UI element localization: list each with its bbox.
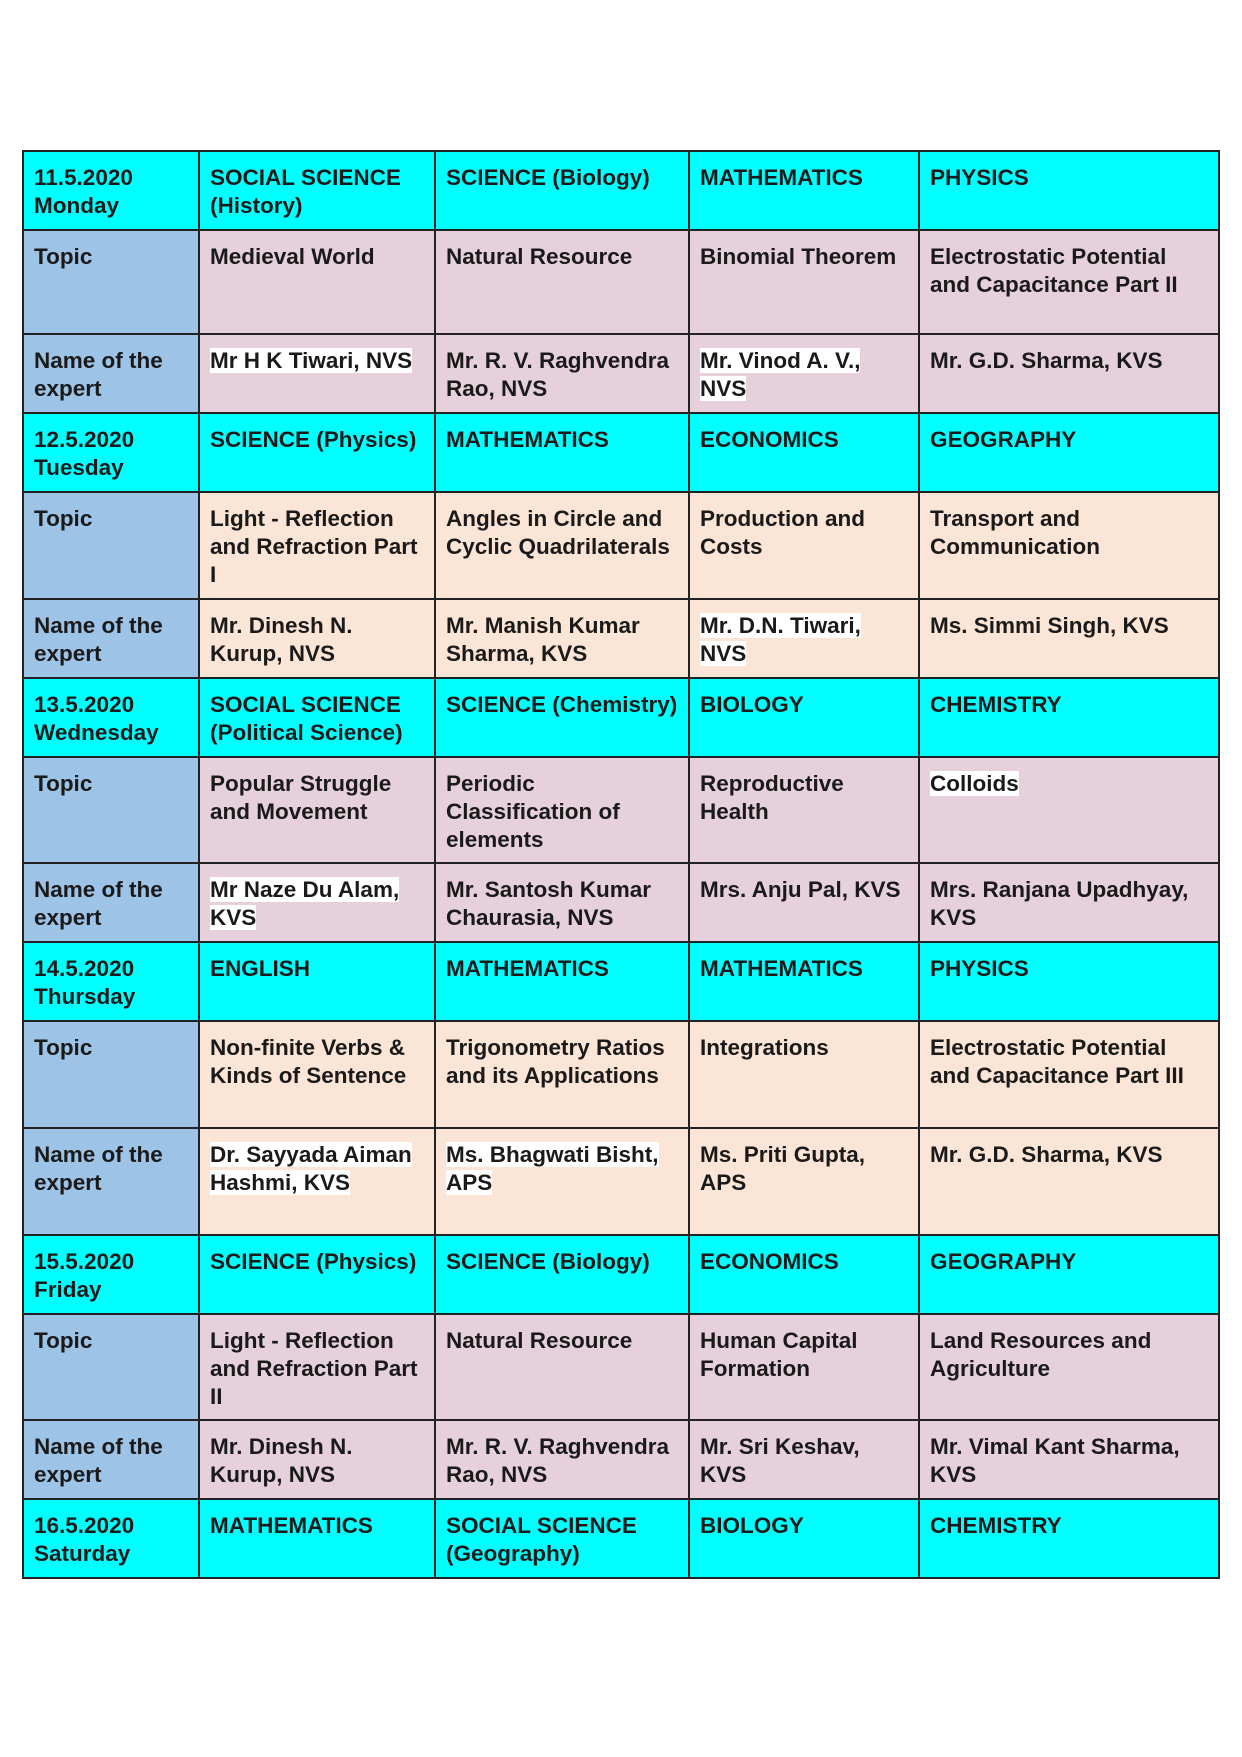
topic-cell-text: Electrostatic Potential and Capacitance Part III — [930, 1035, 1184, 1088]
expert-label-cell-text: Name of the expert — [34, 613, 163, 666]
subject-cell-text: MATHEMATICS — [700, 165, 863, 190]
topic-cell-text: Natural Resource — [446, 244, 633, 269]
date-cell — [23, 678, 199, 757]
subject-cell-text: SCIENCE (Chemistry) — [446, 692, 678, 717]
subject-cell-text: CHEMISTRY — [930, 1513, 1062, 1538]
expert-cell-text: Mr. R. V. Raghvendra Rao, NVS — [446, 348, 669, 401]
date-cell — [23, 1499, 199, 1578]
subject-cell — [435, 413, 689, 492]
day-row — [23, 942, 1219, 1021]
topic-cell — [199, 757, 435, 863]
topic-label-cell — [23, 492, 199, 599]
date-text: 16.5.2020 — [34, 1513, 135, 1538]
expert-cell-text: Mr H K Tiwari, NVS — [210, 348, 413, 373]
topic-label-cell — [23, 230, 199, 334]
expert-label-cell — [23, 599, 199, 678]
date-cell — [23, 413, 199, 492]
subject-cell-text: GEOGRAPHY — [930, 427, 1077, 452]
topic-cell — [435, 492, 689, 599]
subject-cell — [689, 942, 919, 1021]
expert-cell-text: Mr. Manish Kumar Sharma, KVS — [446, 613, 640, 666]
date-text: 13.5.2020 — [34, 692, 135, 717]
topic-cell-text: Land Resources and Agriculture — [930, 1328, 1152, 1381]
subject-cell — [689, 413, 919, 492]
topic-cell-text: Reproductive Health — [700, 771, 844, 824]
expert-cell-text: Mrs. Ranjana Upadhyay, KVS — [930, 877, 1189, 930]
subject-cell-text: SOCIAL SCIENCE (History) — [210, 165, 401, 218]
expert-cell-text: Mr. D.N. Tiwari, NVS — [700, 613, 861, 666]
topic-cell — [435, 230, 689, 334]
expert-row — [23, 334, 1219, 413]
expert-cell-text: Mr. Vinod A. V., NVS — [700, 348, 861, 401]
topic-cell-text: Binomial Theorem — [700, 244, 897, 269]
day-row — [23, 1499, 1219, 1578]
topic-cell-text: Periodic Classification of elements — [446, 771, 620, 852]
expert-cell-text: Ms. Priti Gupta, APS — [700, 1142, 866, 1195]
expert-row — [23, 863, 1219, 942]
expert-label-cell — [23, 1128, 199, 1235]
expert-label-cell-text: Name of the expert — [34, 1434, 163, 1487]
topic-cell — [689, 1314, 919, 1420]
date-cell — [23, 942, 199, 1021]
subject-cell — [199, 151, 435, 230]
subject-cell-text: MATHEMATICS — [700, 956, 863, 981]
expert-label-cell — [23, 863, 199, 942]
expert-cell — [689, 334, 919, 413]
date-text: 14.5.2020 — [34, 956, 135, 981]
topic-cell — [919, 1021, 1219, 1128]
subject-cell — [919, 151, 1219, 230]
expert-cell — [689, 599, 919, 678]
expert-label-cell — [23, 334, 199, 413]
subject-cell — [435, 1235, 689, 1314]
topic-row — [23, 1314, 1219, 1420]
topic-cell-text: Electrostatic Potential and Capacitance Part II — [930, 244, 1178, 297]
expert-cell — [199, 863, 435, 942]
subject-cell — [199, 678, 435, 757]
expert-cell — [199, 599, 435, 678]
subject-cell-text: GEOGRAPHY — [930, 1249, 1077, 1274]
day-row — [23, 151, 1219, 230]
subject-cell — [689, 1235, 919, 1314]
expert-cell — [199, 334, 435, 413]
subject-cell — [435, 678, 689, 757]
day-row — [23, 1235, 1219, 1314]
subject-cell-text: SCIENCE (Biology) — [446, 1249, 650, 1274]
subject-cell — [689, 1499, 919, 1578]
expert-cell — [435, 334, 689, 413]
weekday-text: Monday — [34, 193, 120, 218]
expert-cell — [199, 1128, 435, 1235]
topic-cell — [689, 492, 919, 599]
day-row — [23, 413, 1219, 492]
subject-cell — [919, 413, 1219, 492]
weekday-text: Wednesday — [34, 720, 159, 745]
subject-cell-text: BIOLOGY — [700, 692, 804, 717]
topic-cell — [435, 757, 689, 863]
subject-cell-text: BIOLOGY — [700, 1513, 804, 1538]
subject-cell — [435, 151, 689, 230]
subject-cell — [919, 942, 1219, 1021]
topic-cell-text: Popular Struggle and Movement — [210, 771, 392, 824]
topic-cell-text: Colloids — [930, 771, 1019, 796]
expert-label-cell-text: Name of the expert — [34, 348, 163, 401]
expert-row — [23, 1420, 1219, 1499]
topic-label-cell-text: Topic — [34, 244, 93, 269]
subject-cell-text: MATHEMATICS — [446, 956, 609, 981]
subject-cell — [919, 1235, 1219, 1314]
subject-cell-text: MATHEMATICS — [210, 1513, 373, 1538]
expert-cell — [919, 599, 1219, 678]
subject-cell — [199, 1235, 435, 1314]
subject-cell — [689, 151, 919, 230]
subject-cell — [199, 1499, 435, 1578]
topic-cell-text: Transport and Communication — [930, 506, 1101, 559]
expert-cell — [919, 863, 1219, 942]
subject-cell — [435, 942, 689, 1021]
expert-cell — [435, 863, 689, 942]
topic-cell — [689, 757, 919, 863]
topic-cell — [919, 230, 1219, 334]
expert-cell-text: Mr. G.D. Sharma, KVS — [930, 1142, 1163, 1167]
topic-cell — [689, 230, 919, 334]
subject-cell — [199, 942, 435, 1021]
expert-cell — [435, 1128, 689, 1235]
topic-cell-text: Light - Reflection and Refraction Part II — [210, 1328, 418, 1409]
subject-cell-text: SCIENCE (Physics) — [210, 1249, 417, 1274]
subject-cell-text: MATHEMATICS — [446, 427, 609, 452]
expert-label-cell — [23, 1420, 199, 1499]
topic-row — [23, 1021, 1219, 1128]
subject-cell-text: CHEMISTRY — [930, 692, 1062, 717]
topic-cell — [435, 1314, 689, 1420]
topic-cell — [435, 1021, 689, 1128]
topic-cell-text: Integrations — [700, 1035, 829, 1060]
expert-row — [23, 599, 1219, 678]
topic-label-cell-text: Topic — [34, 506, 93, 531]
expert-cell — [919, 1420, 1219, 1499]
topic-row — [23, 230, 1219, 334]
topic-row — [23, 492, 1219, 599]
expert-label-cell-text: Name of the expert — [34, 1142, 163, 1195]
expert-cell-text: Ms. Bhagwati Bisht, APS — [446, 1142, 659, 1195]
subject-cell — [689, 678, 919, 757]
subject-cell-text: SCIENCE (Physics) — [210, 427, 417, 452]
expert-row — [23, 1128, 1219, 1235]
topic-cell — [199, 230, 435, 334]
topic-cell-text: Light - Reflection and Refraction Part I — [210, 506, 418, 587]
expert-cell-text: Mr Naze Du Alam, KVS — [210, 877, 400, 930]
topic-cell-text: Trigonometry Ratios and its Applications — [446, 1035, 665, 1088]
subject-cell-text: PHYSICS — [930, 956, 1029, 981]
subject-cell-text: SOCIAL SCIENCE (Geography) — [446, 1513, 637, 1566]
topic-label-cell-text: Topic — [34, 771, 93, 796]
date-text: 11.5.2020 — [34, 165, 133, 190]
date-text: 12.5.2020 — [34, 427, 135, 452]
topic-cell-text: Production and Costs — [700, 506, 865, 559]
expert-cell-text: Mr. R. V. Raghvendra Rao, NVS — [446, 1434, 669, 1487]
expert-cell — [435, 599, 689, 678]
topic-cell-text: Natural Resource — [446, 1328, 633, 1353]
subject-cell-text: ECONOMICS — [700, 1249, 839, 1274]
expert-cell — [689, 1420, 919, 1499]
subject-cell-text: SOCIAL SCIENCE (Political Science) — [210, 692, 403, 745]
subject-cell-text: ENGLISH — [210, 956, 311, 981]
expert-cell — [435, 1420, 689, 1499]
day-row — [23, 678, 1219, 757]
weekday-text: Saturday — [34, 1541, 131, 1566]
schedule-table — [22, 150, 1220, 1579]
expert-cell — [689, 1128, 919, 1235]
subject-cell — [199, 413, 435, 492]
subject-cell-text: PHYSICS — [930, 165, 1029, 190]
expert-cell-text: Ms. Simmi Singh, KVS — [930, 613, 1169, 638]
subject-cell-text: SCIENCE (Biology) — [446, 165, 650, 190]
topic-cell — [689, 1021, 919, 1128]
expert-cell-text: Mr. Santosh Kumar Chaurasia, NVS — [446, 877, 652, 930]
topic-cell-text: Non-finite Verbs & Kinds of Sentence — [210, 1035, 407, 1088]
expert-cell — [919, 334, 1219, 413]
topic-cell — [199, 1021, 435, 1128]
topic-cell — [919, 757, 1219, 863]
topic-row — [23, 757, 1219, 863]
subject-cell — [919, 1499, 1219, 1578]
topic-cell — [199, 1314, 435, 1420]
expert-cell-text: Mr. Dinesh N. Kurup, NVS — [210, 613, 353, 666]
date-cell — [23, 1235, 199, 1314]
expert-cell — [919, 1128, 1219, 1235]
topic-cell — [919, 492, 1219, 599]
expert-cell — [199, 1420, 435, 1499]
weekday-text: Friday — [34, 1277, 102, 1302]
date-text: 15.5.2020 — [34, 1249, 135, 1274]
expert-cell-text: Mr. Dinesh N. Kurup, NVS — [210, 1434, 353, 1487]
expert-cell-text: Mr. Vimal Kant Sharma, KVS — [930, 1434, 1180, 1487]
topic-cell — [919, 1314, 1219, 1420]
expert-cell-text: Mrs. Anju Pal, KVS — [700, 877, 901, 902]
weekday-text: Thursday — [34, 984, 136, 1009]
topic-label-cell-text: Topic — [34, 1328, 93, 1353]
date-cell — [23, 151, 199, 230]
expert-cell-text: Mr. G.D. Sharma, KVS — [930, 348, 1163, 373]
topic-label-cell — [23, 1021, 199, 1128]
subject-cell — [435, 1499, 689, 1578]
expert-cell — [689, 863, 919, 942]
subject-cell — [919, 678, 1219, 757]
topic-label-cell — [23, 757, 199, 863]
topic-cell-text: Human Capital Formation — [700, 1328, 858, 1381]
expert-label-cell-text: Name of the expert — [34, 877, 163, 930]
subject-cell-text: ECONOMICS — [700, 427, 839, 452]
topic-label-cell-text: Topic — [34, 1035, 93, 1060]
expert-cell-text: Dr. Sayyada Aiman Hashmi, KVS — [210, 1142, 412, 1195]
topic-label-cell — [23, 1314, 199, 1420]
topic-cell-text: Medieval World — [210, 244, 375, 269]
weekday-text: Tuesday — [34, 455, 124, 480]
topic-cell-text: Angles in Circle and Cyclic Quadrilaterals — [446, 506, 670, 559]
topic-cell — [199, 492, 435, 599]
expert-cell-text: Mr. Sri Keshav, KVS — [700, 1434, 860, 1487]
